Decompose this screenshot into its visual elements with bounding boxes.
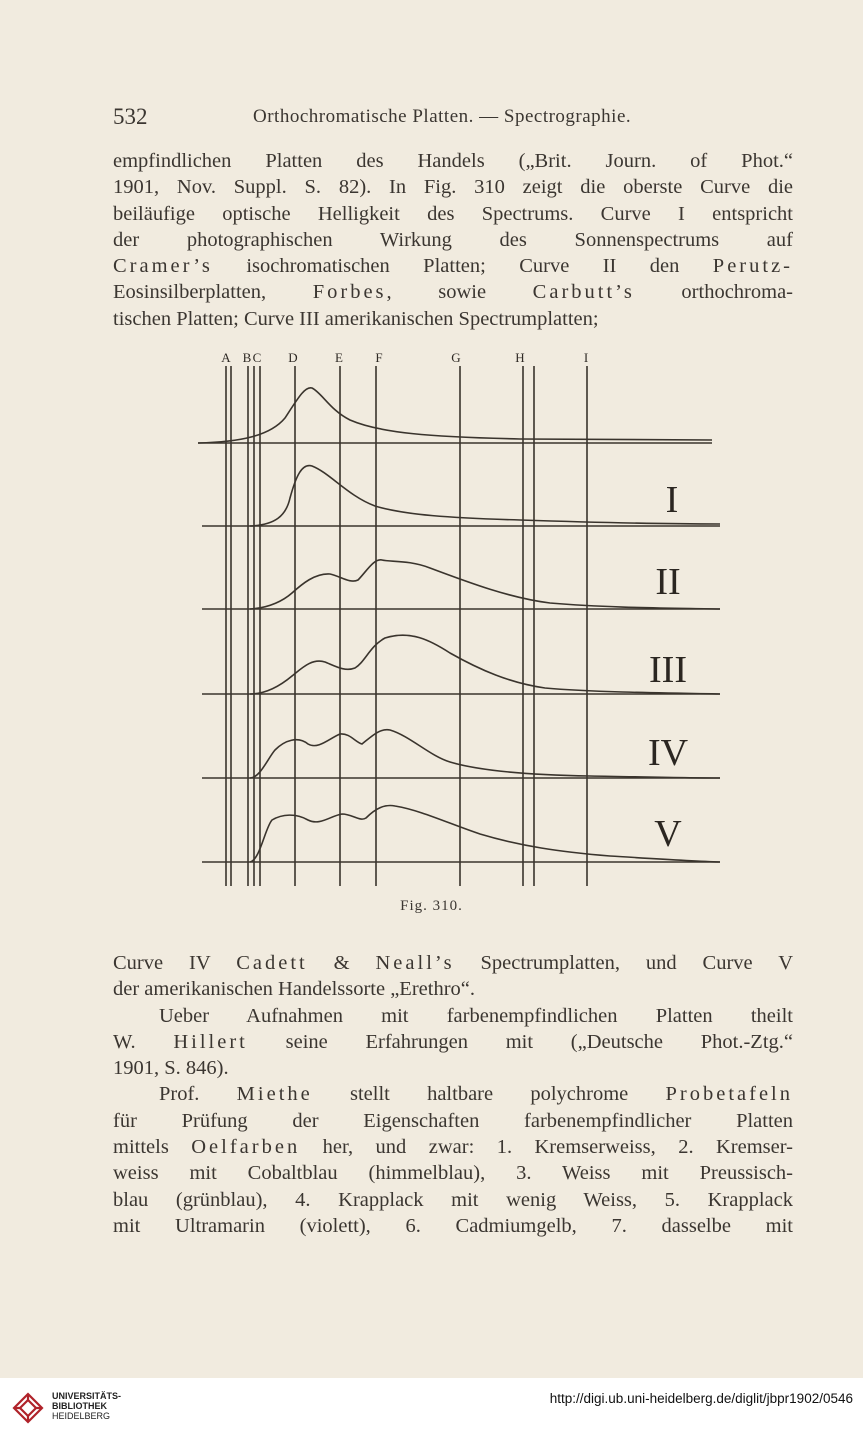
text-line: Prof. Miethe stellt haltbare polychrome Probetafeln xyxy=(159,1083,793,1106)
term-probetafeln: Probetafeln xyxy=(665,1083,793,1106)
curve-numeral: II xyxy=(655,561,681,603)
paragraph-top xyxy=(113,148,793,332)
text-line: weiss mit Cobaltblau (himmelblau), 3. Weiss mit Preussisch- xyxy=(113,1162,793,1185)
page-header xyxy=(113,104,793,134)
curve-numeral: I xyxy=(665,479,679,521)
spectral-curve xyxy=(198,388,712,443)
name-perutz: Perutz- xyxy=(712,255,793,278)
footer-bar xyxy=(0,1378,863,1439)
name-neall: Neall’s xyxy=(375,952,455,974)
text-line: für Prüfung der Eigenschaften farbenempfindlicher Platten xyxy=(113,1109,793,1132)
name-hillert: Hillert xyxy=(173,1030,248,1053)
text-line: Curve IV Cadett & Neall’s Spectrumplatten, und Curve V xyxy=(113,952,793,974)
spectral-line-label: G xyxy=(451,350,461,365)
spectral-line-label: H xyxy=(515,350,525,365)
name-cramer: Cramer’s xyxy=(113,255,213,278)
page-number: 532 xyxy=(113,104,148,129)
text-line: empfindlichen Platten des Handels („Brit. Journ. of Phot.“ xyxy=(113,150,793,172)
name-forbes: Forbes xyxy=(312,281,387,304)
spectrum-curves-figure xyxy=(190,338,730,893)
permalink[interactable]: http://digi.ub.uni-heidelberg.de/diglit/jbpr1902/0546 xyxy=(549,1391,853,1406)
text-line: W. Hillert seine Erfahrungen mit („Deutsche Phot.-Ztg.“ xyxy=(113,1030,793,1053)
paragraph-bottom xyxy=(113,950,793,1239)
spectral-line-label: D xyxy=(288,350,298,365)
figure-caption: Fig. 310. xyxy=(400,898,463,914)
text-line: Cramer’s isochromatischen Platten; Curve II den Perutz- xyxy=(113,255,793,278)
name-cadett: Cadett xyxy=(236,952,308,974)
curve-numeral: V xyxy=(654,813,682,855)
text-line: Eosinsilberplatten, Forbes, sowie Carbutt’s orthochroma- xyxy=(113,281,793,304)
spectral-line-label: E xyxy=(335,350,343,365)
library-name: UNIVERSITÄTS- BIBLIOTHEK HEIDELBERG xyxy=(52,1391,122,1421)
spectral-line-label: A xyxy=(221,350,231,365)
text-line: der photographischen Wirkung des Sonnenspectrums auf xyxy=(113,228,793,251)
text-line: tischen Platten; Curve III amerikanischen Spectrumplatten; xyxy=(113,307,599,330)
name-miethe: Miethe xyxy=(236,1083,313,1106)
text-line: 1901, S. 846). xyxy=(113,1057,229,1080)
running-title: Orthochromatische Platten. — Spectrographie. xyxy=(253,106,632,127)
text-line: 1901, Nov. Suppl. S. 82). In Fig. 310 zeigt die oberste Curve die xyxy=(113,176,793,199)
spectral-line-label: C xyxy=(252,350,262,365)
text-line: beiläufige optische Helligkeit des Spectrums. Curve I entspricht xyxy=(113,202,793,225)
spectral-line-label: F xyxy=(375,350,383,365)
curve-numeral: III xyxy=(649,649,687,691)
spectral-line-label: I xyxy=(583,350,589,365)
spectral-curve xyxy=(250,560,720,609)
spectral-curve xyxy=(250,806,720,863)
spectral-curve xyxy=(250,466,720,526)
name-carbutt: Carbutt’s xyxy=(532,281,635,304)
text-line: der amerikanischen Handelssorte „Erethro“. xyxy=(113,978,476,1001)
text-line: mit Ultramarin (violett), 6. Cadmiumgelb, 7. dasselbe mit xyxy=(113,1214,793,1237)
spectral-line-label: B xyxy=(242,350,252,365)
text-line: blau (grünblau), 4. Krapplack mit wenig Weiss, 5. Krapplack xyxy=(113,1188,793,1211)
curve-numeral: IV xyxy=(647,732,689,774)
term-oelfarben: Oelfarben xyxy=(191,1136,301,1159)
figure-310 xyxy=(190,338,730,893)
text-line: mittels Oelfarben her, und zwar: 1. Kremserweiss, 2. Kremser- xyxy=(113,1136,793,1159)
text-line: Ueber Aufnahmen mit farbenempfindlichen Platten theilt xyxy=(159,1004,793,1027)
university-library-logo-icon xyxy=(10,1390,46,1426)
